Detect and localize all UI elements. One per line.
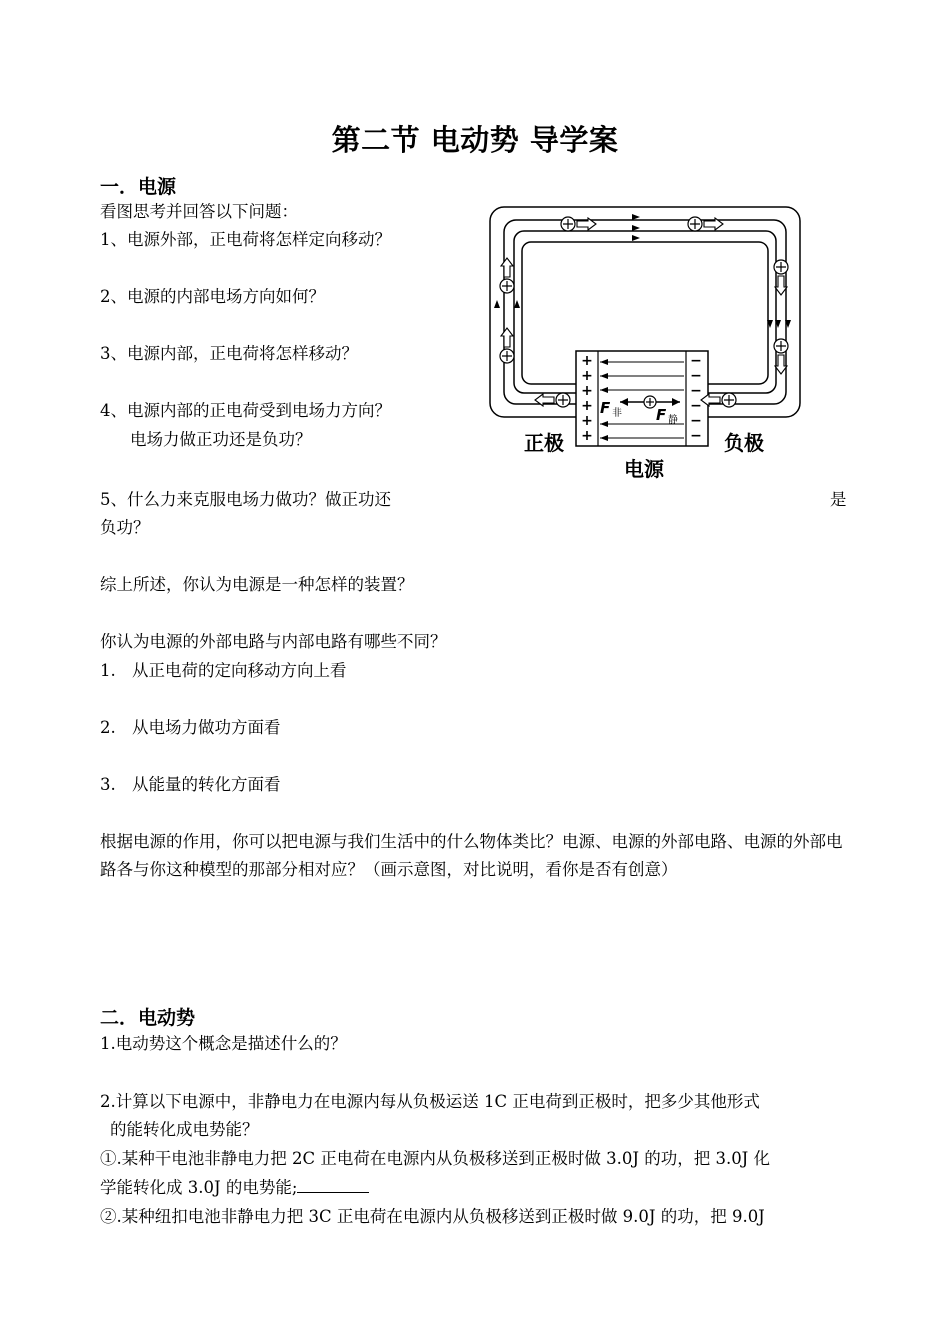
question-4: 4、电源内部的正电荷受到电场力方向？ <box>100 401 391 420</box>
answer-blank[interactable] <box>297 1176 369 1193</box>
minus-sign: − <box>690 428 702 444</box>
minus-sign: − <box>690 398 702 414</box>
minus-sign: − <box>690 413 702 429</box>
list-item: 1. 从正电荷的定向移动方向上看 <box>100 661 347 680</box>
list-item: 3. 从能量的转化方面看 <box>100 775 281 794</box>
emf-question-1: 1.电动势这个概念是描述什么的？ <box>100 1034 347 1053</box>
emf-question-2-cont: 的能转化成电势能？ <box>110 1120 259 1139</box>
emf-question-2: 2.计算以下电源中，非静电力在电源内每从负极运送 1C 正电荷到正极时，把多少其他形式 <box>100 1092 760 1111</box>
question-2: 2、电源的内部电场方向如何？ <box>100 287 325 306</box>
plus-sign: + <box>581 368 593 384</box>
list-item: 2. 从电场力做功方面看 <box>100 718 281 737</box>
example-1: ①.某种干电池非静电力把 2C 正电荷在电源内从负极移送到正极时做 3.0J 的功，把 3.0J 化 <box>100 1149 771 1168</box>
force-nonstatic-label: F <box>600 399 611 417</box>
plus-sign: + <box>581 428 593 444</box>
analogy-question: 根据电源的作用，你可以把电源与我们生活中的什么物体类比？电源、电源的外部电路、电源的外部电路各与你这种模型的那部分相对应？（画示意图，对比说明，看你是否有创意） <box>100 832 843 879</box>
negative-terminal-label: 负极 <box>724 431 764 455</box>
question-5-end: 负功？ <box>100 518 150 537</box>
plus-sign: + <box>581 383 593 399</box>
question-5: 5、什么力来克服电场力做功？做正功还 <box>100 490 391 509</box>
power-source-diagram <box>480 200 810 485</box>
minus-sign: − <box>690 383 702 399</box>
section-heading-power-source: 一．电源 <box>100 176 177 198</box>
example-2: ②.某种纽扣电池非静电力把 3C 正电荷在电源内从负极移送到正极时做 9.0J 的功，把 9.0J <box>100 1207 765 1226</box>
force-static-subscript: 静 <box>668 415 678 426</box>
minus-sign: − <box>690 353 702 369</box>
example-1-cont: 学能转化成 3.0J 的电势能; <box>100 1174 369 1202</box>
question-3: 3、电源内部，正电荷将怎样移动？ <box>100 344 358 363</box>
question-4-followup: 电场力做正功还是负功？ <box>130 430 312 449</box>
plus-sign: + <box>581 413 593 429</box>
positive-terminal-label: 正极 <box>524 431 564 455</box>
force-static-label: F <box>656 406 667 424</box>
battery-body <box>576 351 708 446</box>
minus-sign: − <box>690 368 702 384</box>
force-nonstatic-subscript: 非 <box>612 408 622 419</box>
section-heading-emf: 二．电动势 <box>100 1007 196 1029</box>
question-1: 1、电源外部，正电荷将怎样定向移动？ <box>100 230 391 249</box>
intro-text: 看图思考并回答以下问题： <box>100 202 298 221</box>
question-5-continued: 是 <box>830 490 847 509</box>
difference-question: 你认为电源的外部电路与内部电路有哪些不同？ <box>100 632 447 651</box>
summary-question: 综上所述，你认为电源是一种怎样的装置？ <box>100 575 414 594</box>
power-source-label: 电源 <box>624 457 664 481</box>
plus-sign: + <box>581 398 593 414</box>
plus-sign: + <box>581 353 593 369</box>
page-title: 第二节 电动势 导学案 <box>331 123 619 157</box>
